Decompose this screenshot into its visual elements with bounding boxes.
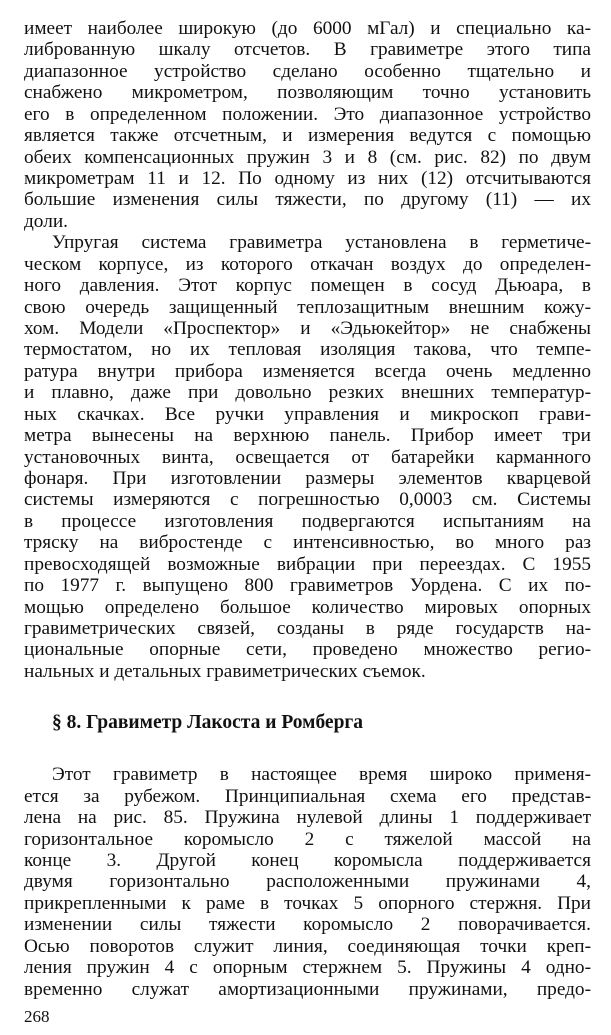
text-line: ческом корпусе, из которого откачан воздух до определен-: [24, 254, 591, 275]
text-line: лена на рис. 85. Пружина нулевой длины 1 поддерживает: [24, 807, 591, 828]
text-line: Упругая система гравиметра установлена в герметиче-: [52, 232, 591, 253]
text-line: ных скачках. Все ручки управления и микроскоп грави-: [24, 404, 591, 425]
text-line: конце 3. Другой конец коромысла поддерживается: [24, 850, 591, 871]
text-line: является также отсчетным, и измерения ведутся с помощью: [24, 125, 591, 146]
text-line: по 1977 г. выпущено 800 гравиметров Уордена. С их по-: [24, 575, 591, 596]
text-line: изменении силы тяжести коромысло 2 поворачивается.: [24, 914, 591, 935]
text-line: Осью поворотов служит линия, соединяющая точки креп-: [24, 936, 591, 957]
text-line: свою очередь защищенный теплозащитным внешним кожу-: [24, 297, 591, 318]
text-line: и плавно, даже при довольно резких внешних температур-: [24, 382, 591, 403]
text-line: гравиметрических связей, созданы в ряде государств на-: [24, 618, 591, 639]
text-line: мощью определено большое количество мировых опорных: [24, 597, 591, 618]
text-line: микрометрам 11 и 12. По одному из них (12) отсчитываются: [24, 168, 591, 189]
text-line: нальных и детальных гравиметрических съемок.: [24, 661, 426, 682]
text-line: снабжено микрометром, позволяющим точно установить: [24, 82, 591, 103]
text-line: либрованную шкалу отсчетов. В гравиметре этого типа: [24, 39, 591, 60]
text-line: ного давления. Этот корпус помещен в сосуд Дьюара, в: [24, 275, 591, 296]
text-line: Этот гравиметр в настоящее время широко применя-: [52, 764, 591, 785]
text-line: ления пружин 4 с опорным стержнем 5. Пружины 4 одно-: [24, 957, 591, 978]
text-line: ется за рубежом. Принципиальная схема его представ-: [24, 786, 591, 807]
text-line: хом. Модели «Проспектор» и «Эдьюкейтор» не снабжены: [24, 318, 591, 339]
text-line: циональные опорные сети, проведено множество регио-: [24, 639, 591, 660]
text-line: диапазонное устройство сделано особенно тщательно и: [24, 61, 591, 82]
text-line: временно служат амортизационными пружинами, предо-: [24, 979, 591, 1000]
text-line: двумя горизонтально расположенными пружинами 4,: [24, 871, 591, 892]
text-line: прикрепленными к раме в точках 5 опорного стержня. При: [24, 893, 591, 914]
text-line: доли.: [24, 211, 68, 232]
text-line: его в определенном положении. Это диапазонное устройство: [24, 104, 591, 125]
text-line: в процессе изготовления подвергаются испытаниям на: [24, 511, 591, 532]
text-line: ратура внутри прибора изменяется всегда очень медленно: [24, 361, 591, 382]
text-line: превосходящей возможные вибрации при переездах. С 1955: [24, 554, 591, 575]
text-line: имеет наиболее широкую (до 6000 мГал) и специально ка-: [24, 18, 591, 39]
page-number: 268: [24, 1007, 50, 1026]
text-line: установочных винта, освещается от батарейки карманного: [24, 447, 591, 468]
text-line: термостатом, но их тепловая изоляция такова, что темпе-: [24, 339, 591, 360]
text-line: обеих компенсационных пружин 3 и 8 (см. рис. 82) по двум: [24, 147, 591, 168]
text-line: горизонтальное коромысло 2 с тяжелой массой на: [24, 829, 591, 850]
text-line: тряску на вибростенде с интенсивностью, во много раз: [24, 532, 591, 553]
text-line: системы измеряются с погрешностью 0,0003 см. Системы: [24, 489, 591, 510]
section-heading: § 8. Гравиметр Лакоста и Ромберга: [52, 712, 364, 734]
text-line: фонаря. При изготовлении размеры элементов кварцевой: [24, 468, 591, 489]
text-line: метра вынесены на верхнюю панель. Прибор имеет три: [24, 425, 591, 446]
text-line: большие изменения силы тяжести, по другому (11) — их: [24, 189, 591, 210]
